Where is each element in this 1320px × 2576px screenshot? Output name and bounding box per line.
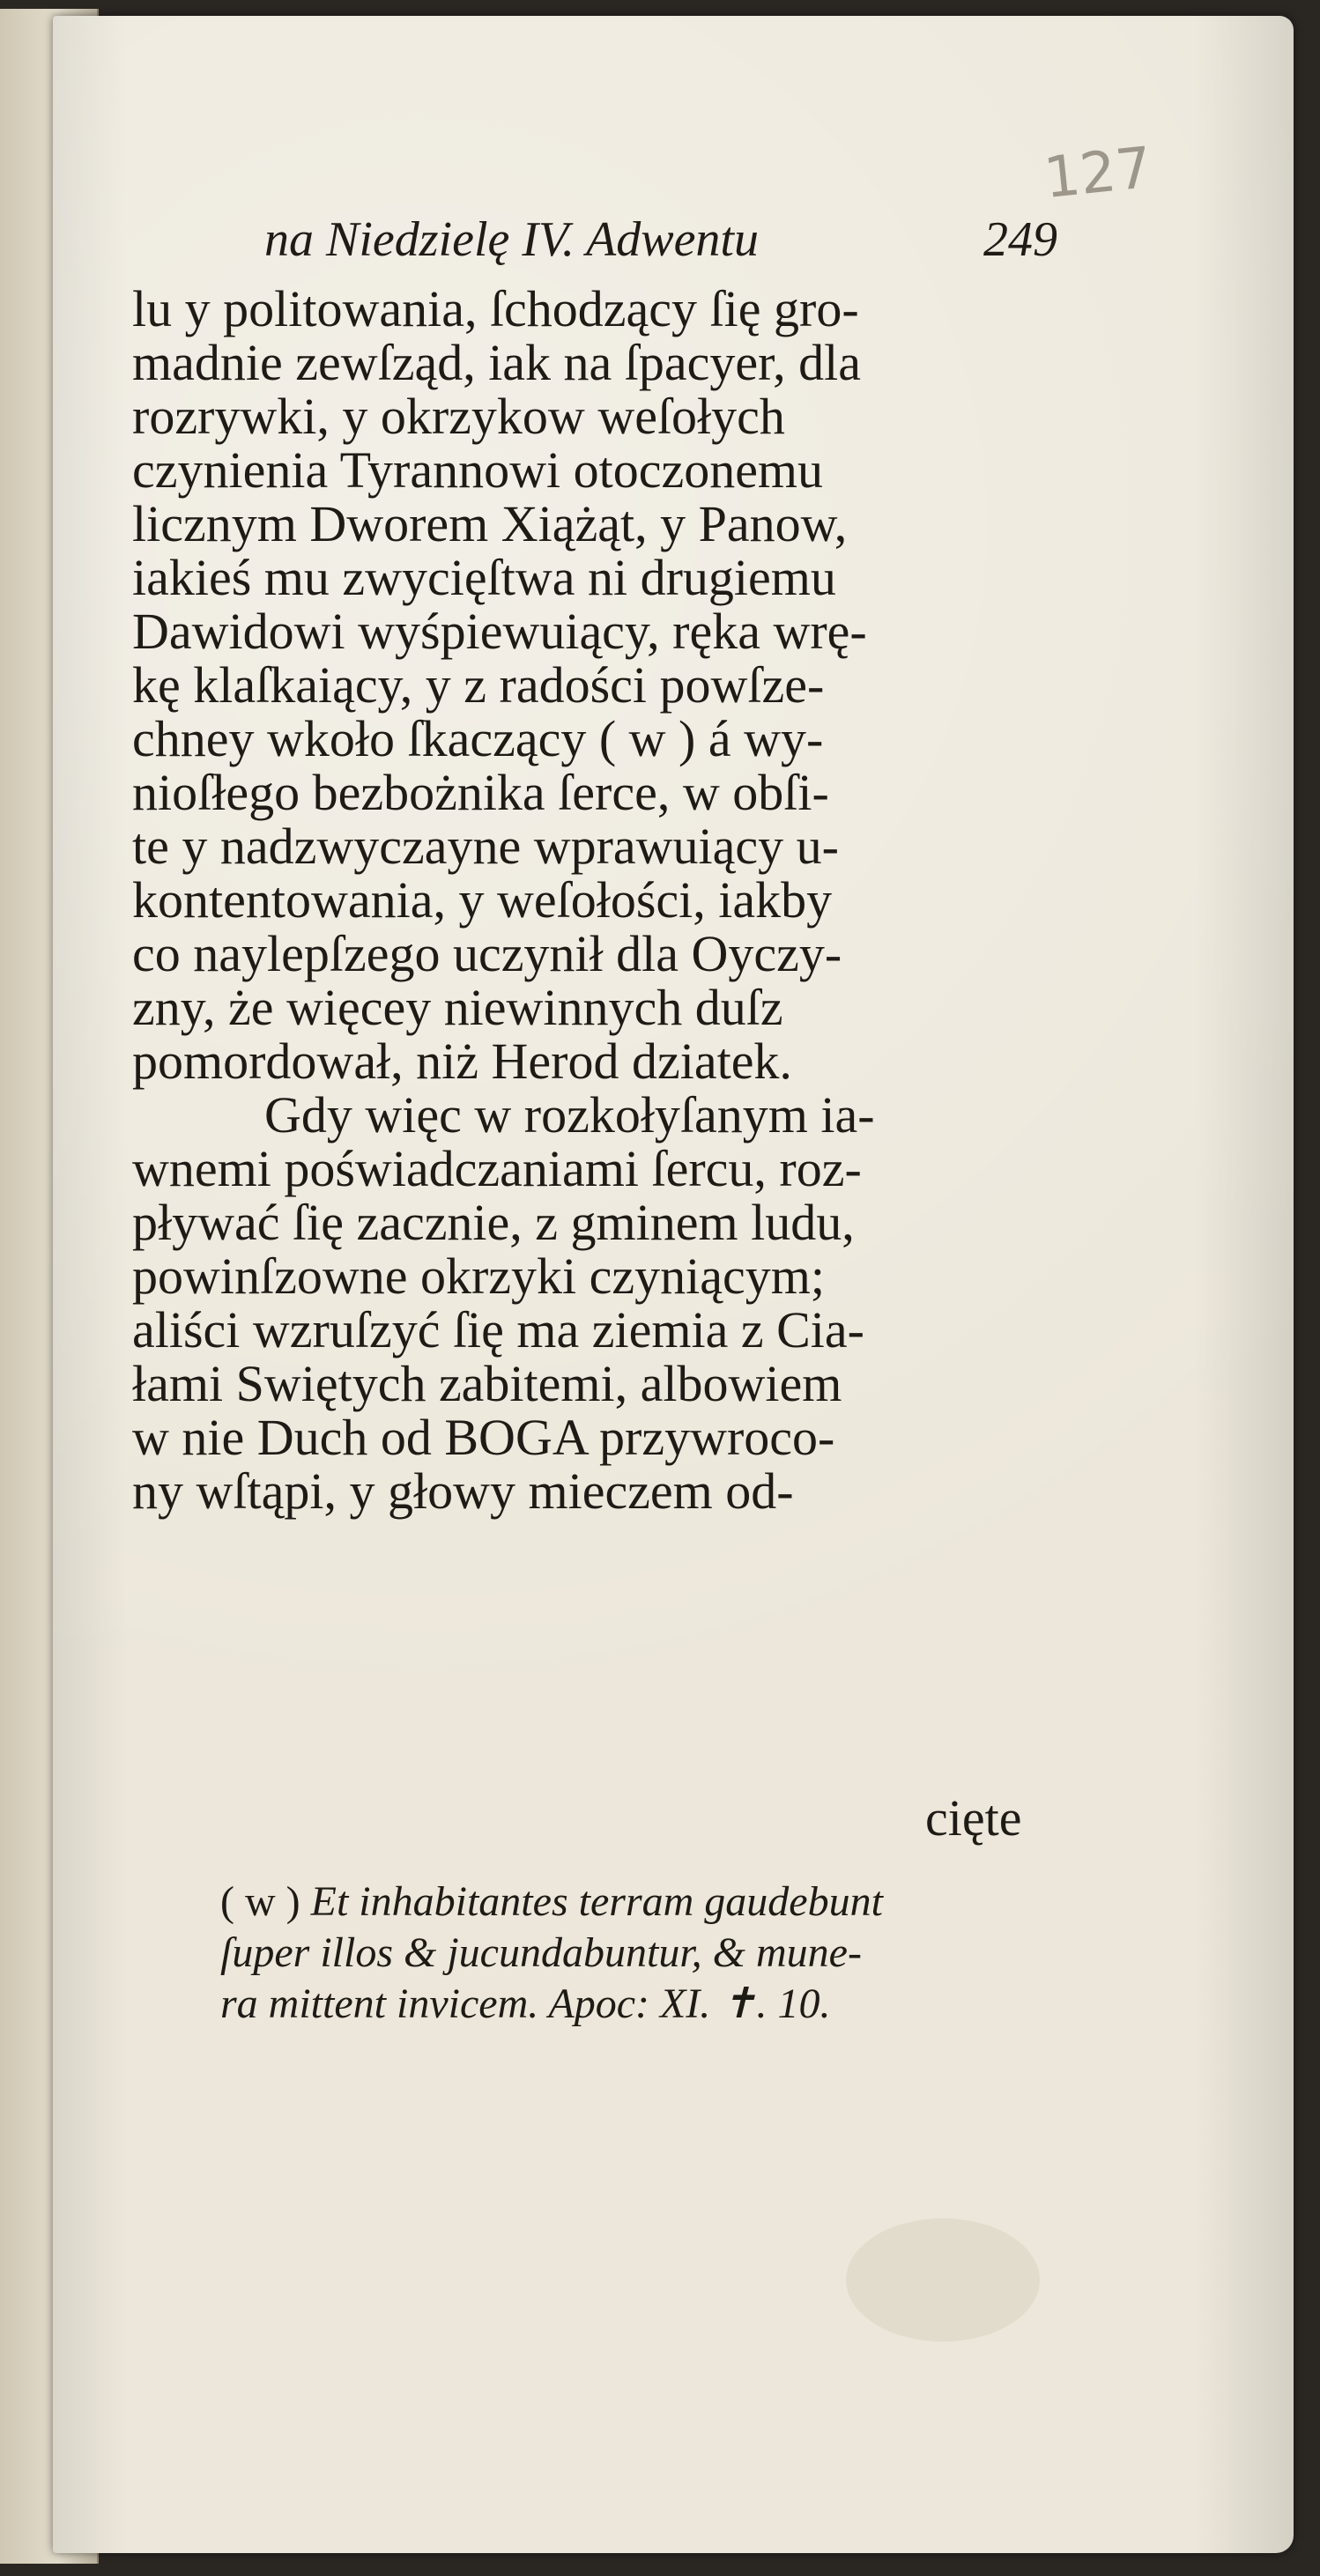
text-line: co naylepſzego uczynił dla Oyczy- — [132, 925, 842, 982]
text-line: madnie zewſząd, iak na ſpacyer, dla — [132, 334, 861, 391]
text-line: licznym Dworem Xiążąt, y Panow, — [132, 495, 848, 552]
running-head — [264, 211, 1057, 282]
text-line: ny wſtąpi, y głowy mieczem od- — [132, 1462, 794, 1520]
catchword: cięte — [925, 1789, 1022, 1847]
text-line: chney wkoło ſkaczący ( w ) á wy- — [132, 710, 824, 767]
text-line: kontentowania, y weſołości, iakby — [132, 871, 833, 929]
pencil-folio-note: 127 — [1041, 135, 1155, 212]
text-line: czynienia Tyrannowi otoczonemu — [132, 441, 824, 499]
paper-stain — [846, 2218, 1040, 2342]
text-line: łami Swiętych zabitemi, albowiem — [132, 1355, 842, 1412]
text-line: nioſłego bezbożnika ſerce, w obſi- — [132, 764, 829, 821]
text-line: zny, że więcey niewinnych duſz — [132, 979, 783, 1036]
page-number: 249 — [983, 212, 1057, 267]
footnote-line-3: ra mittent invicem. Apoc: XI. ✝. 10. — [220, 1980, 831, 2027]
text-line: powinſzowne okrzyki czyniącym; — [132, 1247, 825, 1305]
text-line: iakieś mu zwycięſtwa ni drugiemu — [132, 549, 836, 606]
footnote-text: Et inhabitantes terram gaudebunt — [310, 1878, 883, 1925]
paragraph-start-line: Gdy więc w rozkołyſanym ia- — [264, 1086, 875, 1144]
text-line: pływać ſię zacznie, z gminem ludu, — [132, 1194, 855, 1251]
footnote — [220, 1876, 1057, 2030]
footnote-line-2: ſuper illos & jucundabuntur, & mune- — [220, 1929, 862, 1976]
footnote-marker: ( w ) — [220, 1878, 300, 1925]
text-line: te y nadzwyczayne wprawuiący u- — [132, 818, 839, 875]
text-line: w nie Duch od BOGA przywroco- — [132, 1409, 835, 1466]
running-title: na Niedzielę IV. Adwentu — [264, 212, 759, 267]
text-line: lu y politowania, ſchodzący ſię gro- — [132, 280, 859, 337]
footnote-line-1 — [220, 1876, 1057, 1928]
text-line: aliści wzruſzyć ſię ma ziemia z Cia- — [132, 1301, 864, 1358]
text-line: pomordował, niż Herod dziatek. — [132, 1033, 792, 1090]
text-line: rozrywki, y okrzykow weſołych — [132, 388, 785, 445]
text-line: wnemi poświadczaniami ſercu, roz- — [132, 1140, 862, 1197]
body-text — [132, 282, 1066, 1518]
text-line: Dawidowi wyśpiewuiący, ręka wrę- — [132, 603, 867, 660]
text-line: kę klaſkaiący, y z radości powſze- — [132, 656, 825, 714]
